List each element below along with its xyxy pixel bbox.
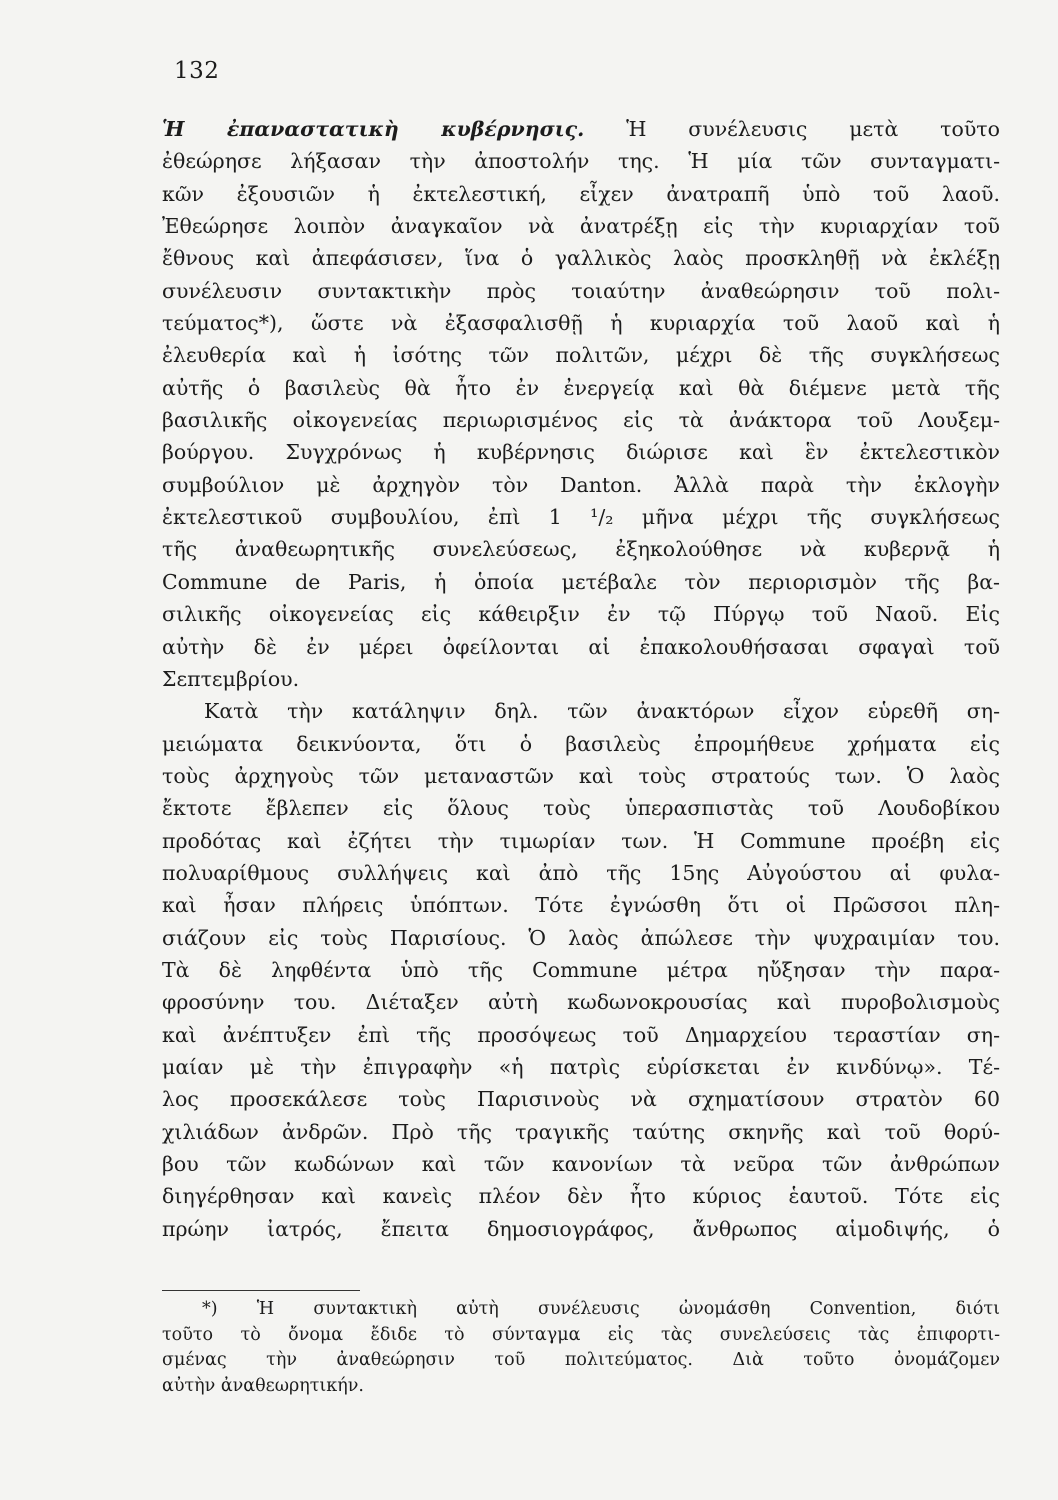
text-line: συμβούλιον μὲ ἀρχηγὸν τὸν Danton. Ἀλλὰ παρὰ τὴν ἐκλογὴν	[162, 472, 1000, 497]
text-line: σιάζουν εἰς τοὺς Παρισίους. Ὁ λαὸς ἀπώλεσε τὴν ψυχραιμίαν του.	[162, 925, 1000, 950]
text-line: βασιλικῆς οἰκογενείας περιωρισμένος εἰς τὰ ἀνάκτορα τοῦ Λουξεμ-	[162, 408, 1000, 433]
text-line: Commune de Paris, ἡ ὁποία μετέβαλε τὸν περιορισμὸν τῆς βα-	[162, 569, 1000, 594]
footnote-line: τοῦτο τὸ ὄνομα ἔδιδε τὸ σύνταγμα εἰς τὰς συνελεύσεις τὰς ἐπιφορτι-	[162, 1324, 1000, 1345]
text-line-content: Ἡ συνέλευσις μετὰ τοῦτο	[584, 117, 1000, 141]
footnote-line: σμένας τὴν ἀναθεώρησιν τοῦ πολιτεύματος. Διὰ τοῦτο ὀνομάζομεν	[162, 1350, 1000, 1370]
text-line: τοὺς ἀρχηγοὺς τῶν μεταναστῶν καὶ τοὺς στρατούς των. Ὁ λαὸς	[162, 763, 1000, 788]
text-line: αὐτὴν δὲ ἐν μέρει ὀφείλονται αἱ ἐπακολουθήσασαι σφαγαὶ τοῦ	[162, 634, 1000, 659]
text-line: προδότας καὶ ἐζήτει τὴν τιμωρίαν των. Ἡ Commune προέβη εἰς	[162, 828, 1000, 853]
text-line: λος προσεκάλεσε τοὺς Παρισινοὺς νὰ σχηματίσουν στρατὸν 60	[162, 1087, 1000, 1112]
footnote-line: *) Ἡ συντακτικὴ αὐτὴ συνέλευσις ὠνομάσθη Convention, διότι	[202, 1299, 1000, 1319]
footnote	[162, 1297, 1000, 1399]
text-line: διηγέρθησαν καὶ κανεὶς πλέον δὲν ἦτο κύριος ἑαυτοῦ. Τότε εἰς	[162, 1184, 1000, 1209]
text-line: πολυαρίθμους συλλήψεις καὶ ἀπὸ τῆς 15ης Αὐγούστου αἱ φυλα-	[162, 860, 1000, 885]
text-line: κῶν ἐξουσιῶν ἡ ἐκτελεστική, εἶχεν ἀνατραπῆ ὑπὸ τοῦ λαοῦ.	[162, 181, 1000, 206]
paragraph-start-line: Κατὰ τὴν κατάληψιν δηλ. τῶν ἀνακτόρων εἶχον εὑρεθῆ ση-	[204, 699, 1000, 724]
footnote-line: αὐτὴν ἀναθεωρητικήν.	[162, 1375, 364, 1396]
text-line: βούργου. Συγχρόνως ἡ κυβέρνησις διώρισε καὶ ἓν ἐκτελεστικὸν	[162, 440, 1000, 465]
text-line: τῆς ἀναθεωρητικῆς συνελεύσεως, ἐξηκολούθησε νὰ κυβερνᾷ ἡ	[162, 537, 1000, 562]
paragraph-end-line: Σεπτεμβρίου.	[162, 666, 300, 691]
text-line: μειώματα δεικνύοντα, ὅτι ὁ βασιλεὺς ἐπρομήθευε χρήματα εἰς	[162, 731, 1000, 756]
text-line: μαίαν μὲ τὴν ἐπιγραφὴν «ἡ πατρὶς εὑρίσκεται ἐν κινδύνῳ». Τέ-	[162, 1054, 1000, 1079]
text-line: βου τῶν κωδώνων καὶ τῶν κανονίων τὰ νεῦρα τῶν ἀνθρώπων	[162, 1152, 1000, 1176]
text-line: ἔκτοτε ἔβλεπεν εἰς ὅλους τοὺς ὑπερασπιστὰς τοῦ Λουδοβίκου	[162, 796, 1000, 821]
footnote-separator	[162, 1290, 360, 1291]
section-heading: Ἡ ἐπαναστατικὴ κυβέρνησις.	[162, 117, 585, 141]
text-line: τεύματος*), ὥστε νὰ ἐξασφαλισθῇ ἡ κυριαρχία τοῦ λαοῦ καὶ ἡ	[162, 311, 1000, 336]
page-number: 132	[174, 58, 220, 84]
text-line: ἐλευθερία καὶ ἡ ἰσότης τῶν πολιτῶν, μέχρι δὲ τῆς συγκλήσεως	[162, 343, 1000, 368]
text-line: φροσύνην του. Διέταξεν αὐτὴ κωδωνοκρουσίας καὶ πυροβολισμοὺς	[162, 990, 1000, 1015]
text-line: πρώην ἰατρός, ἔπειτα δημοσιογράφος, ἄνθρωπος αἱμοδιψής, ὁ	[162, 1216, 1000, 1241]
text-line: καὶ ἀνέπτυξεν ἐπὶ τῆς προσόψεως τοῦ Δημαρχείου τεραστίαν ση-	[162, 1022, 1000, 1047]
body-text	[162, 113, 1000, 1245]
text-line: αὐτῆς ὁ βασιλεὺς θὰ ἦτο ἐν ἐνεργείᾳ καὶ θὰ διέμενε μετὰ τῆς	[162, 375, 1000, 400]
text-line	[162, 113, 1000, 145]
text-line: ἔθνους καὶ ἀπεφάσισεν, ἵνα ὁ γαλλικὸς λαὸς προσκληθῇ νὰ ἐκλέξῃ	[162, 246, 1000, 271]
text-line: καὶ ἦσαν πλήρεις ὑπόπτων. Τότε ἐγνώσθη ὅτι οἱ Πρῶσσοι πλη-	[162, 893, 1000, 918]
text-line: Ἐθεώρησε λοιπὸν ἀναγκαῖον νὰ ἀνατρέξῃ εἰς τὴν κυριαρχίαν τοῦ	[162, 214, 1000, 239]
text-line: ἐθεώρησε λήξασαν τὴν ἀποστολήν της. Ἡ μία τῶν συνταγματι-	[162, 149, 1000, 174]
text-line: συνέλευσιν συντακτικὴν πρὸς τοιαύτην ἀναθεώρησιν τοῦ πολι-	[162, 278, 1000, 303]
text-line: ἐκτελεστικοῦ συμβουλίου, ἐπὶ 1 ¹/₂ μῆνα μέχρι τῆς συγκλήσεως	[162, 505, 1000, 530]
text-line: Τὰ δὲ ληφθέντα ὑπὸ τῆς Commune μέτρα ηὔξησαν τὴν παρα-	[162, 957, 1000, 982]
text-line: χιλιάδων ἀνδρῶν. Πρὸ τῆς τραγικῆς ταύτης σκηνῆς καὶ τοῦ θορύ-	[162, 1119, 1000, 1144]
text-line: σιλικῆς οἰκογενείας εἰς κάθειρξιν ἐν τῷ Πύργῳ τοῦ Ναοῦ. Εἰς	[162, 602, 1000, 627]
